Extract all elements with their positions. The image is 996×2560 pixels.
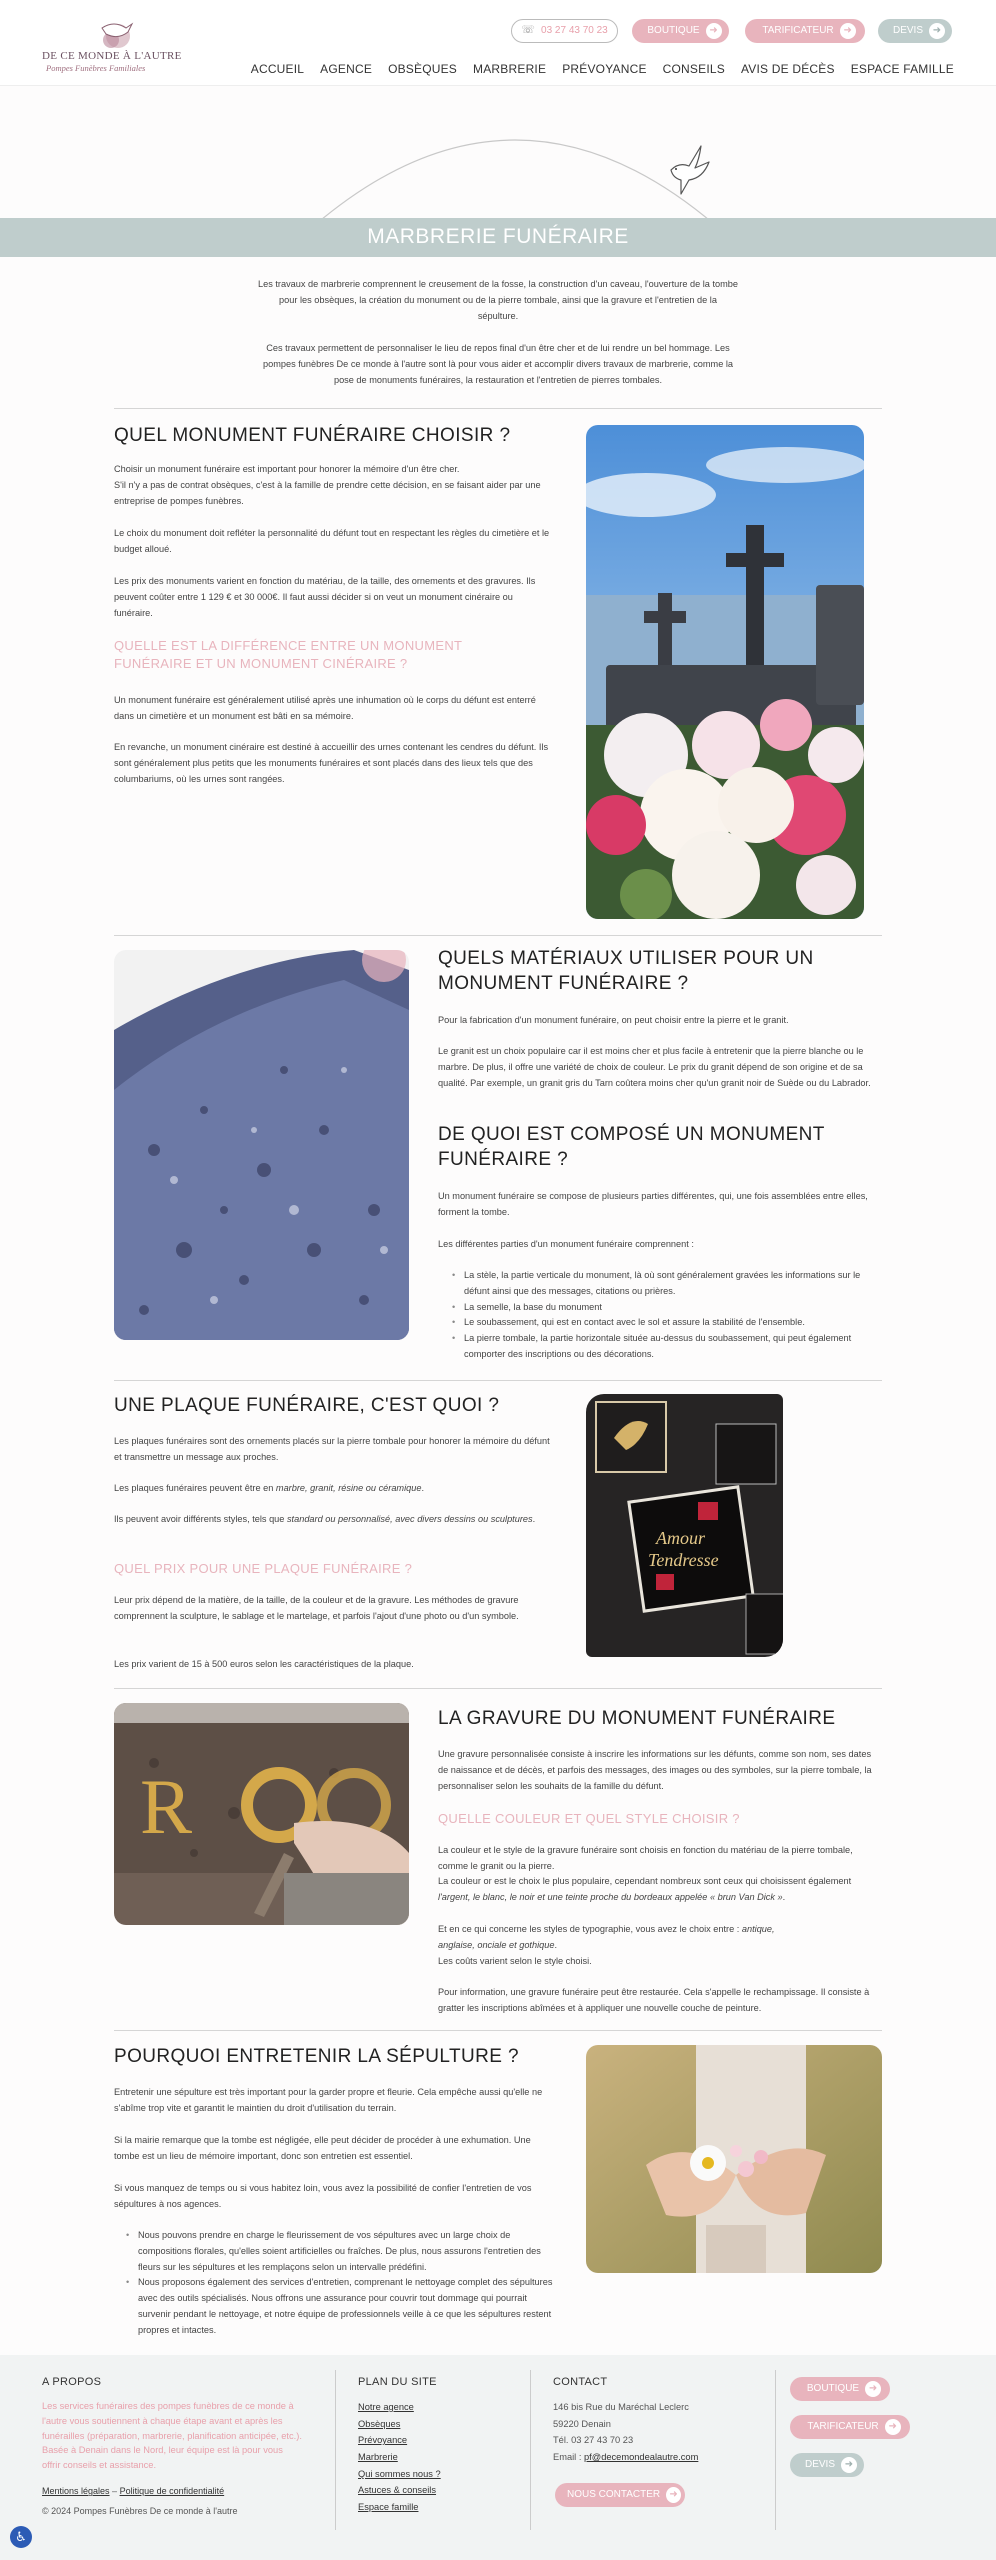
- boutique-button[interactable]: [632, 19, 729, 43]
- contact-button-label: NOUS CONTACTER: [567, 2489, 661, 2501]
- arrow-right-icon: ➜: [929, 23, 945, 39]
- s2-paragraph-2: Le granit est un choix populaire car il est moins cher et plus facile à entretenir que la pierre blanche ou le marbre. De plus, il offre une variété de choix de couleur. Le prix du granit dépend de son origine et de sa qualité. Par exemple, un granit gris du Tarn coûtera moins cher qu'un granit noir de Suède ou du Labrador.: [438, 1046, 871, 1088]
- arrow-right-icon: ➜: [840, 23, 856, 39]
- section-title-materiaux: QUELS MATÉRIAUX UTILISER POUR UN MONUMENT FUNÉRAIRE ?: [438, 948, 814, 994]
- section-title-entretien: POURQUOI ENTRETENIR LA SÉPULTURE ?: [114, 2046, 519, 2067]
- sitemap-link[interactable]: Astuces & conseils: [358, 2485, 437, 2496]
- list-item: • La pierre tombale, la partie horizontale située au-dessus du soubassement, qui peut également comporter des inscriptions ou des décorations.: [452, 1331, 877, 1363]
- section-title-monument: QUEL MONUMENT FUNÉRAIRE CHOISIR ?: [114, 425, 511, 446]
- logo-dove-flower-icon: [82, 18, 146, 52]
- address-line-1: 146 bis Rue du Maréchal Leclerc: [553, 2401, 689, 2412]
- footer-sitemap: [358, 2373, 518, 2516]
- phone-text[interactable]: Tél. 03 27 43 70 23: [553, 2435, 634, 2446]
- s4-paragraph-5: Les coûts varient selon le style choisi.: [438, 1956, 592, 1966]
- nav-item-espace-famille[interactable]: ESPACE FAMILLE: [850, 62, 954, 76]
- site-logo[interactable]: [42, 18, 187, 76]
- hands-flowers-image: [586, 2045, 882, 2273]
- divider: [114, 1688, 882, 1689]
- list-item: • Nous proposons également des services d'entretien, comprenant le nettoyage complet des sépultures avec des outils spécialisés. Nous offrons une assurance pour couvrir tout dommage qui pourrait survenir pendant le nettoyage, et notre équipe de professionnels veille à ce que les sépultures restent propres et intactes.: [126, 2275, 556, 2338]
- nav-item-conseils[interactable]: CONSEILS: [662, 62, 725, 76]
- sitemap-link[interactable]: Prévoyance: [358, 2435, 408, 2446]
- s3-paragraph-4: Leur prix dépend de la matière, de la taille, de la couleur et de la gravure. Les méthodes de gravure comprennent la sculpture, le sablage et le martelage, et parfois l'ajout d'une photo ou d'un symbole.: [114, 1595, 519, 1621]
- list-item: • La semelle, la base du monument: [452, 1300, 877, 1316]
- footer-contact-title: CONTACT: [553, 2376, 608, 2388]
- s2-paragraph-3: Un monument funéraire se compose de plusieurs parties différentes, qui, une fois assemblées entre elles, forment la tombe.: [438, 1191, 868, 1217]
- arrow-right-icon: ➜: [666, 2487, 681, 2503]
- s3-paragraph-3: Ils peuvent avoir différents styles, tels que standard ou personnalisé, avec divers dessins ou sculptures.: [114, 1514, 536, 1524]
- svg-text:R: R: [140, 1763, 193, 1850]
- nav-item-agence[interactable]: AGENCE: [320, 62, 373, 76]
- s1-paragraph-5: En revanche, un monument cinéraire est destiné à accueillir des urnes contenant les cendres du défunt. Ils sont généralement plus petits que les monuments funéraires et sont placés dans des lieux tels que des columbariums, où les urnes sont rangées.: [114, 742, 549, 784]
- page-title: MARBRERIE FUNÉRAIRE: [367, 225, 629, 249]
- sitemap-link[interactable]: Obsèques: [358, 2418, 401, 2429]
- boutique-label: BOUTIQUE: [647, 25, 700, 37]
- s1-paragraph-4: Un monument funéraire est généralement utilisé après une inhumation où le corps du défunt est enterré dans un cimetière et un monument est bâti en sa mémoire.: [114, 695, 536, 721]
- granite-stone-image: [114, 950, 409, 1340]
- phone-number: 03 27 43 70 23: [541, 25, 608, 37]
- s3-paragraph-1: Les plaques funéraires sont des ornements placés sur la pierre tombale pour honorer la mémoire du défunt et transmettre un message aux proches.: [114, 1436, 550, 1462]
- s1-paragraph-2: Le choix du monument doit refléter la personnalité du défunt tout en respectant les règles du cimetière et le budget alloué.: [114, 528, 550, 554]
- site-footer: [0, 2355, 996, 2560]
- list-item: • La stèle, la partie verticale du monument, là où sont généralement gravées les informations sur le défunt ainsi que des messages, citations ou prières.: [452, 1268, 877, 1300]
- s1-subtitle: QUELLE EST LA DIFFÉRENCE ENTRE UN MONUMENT FUNÉRAIRE ET UN MONUMENT CINÉRAIRE ?: [114, 638, 463, 672]
- s5-paragraph-2: Si la mairie remarque que la tombe est négligée, elle peut décider de procéder à une exhumation. Une tombe est un lieu de mémoire important, donc son entretien est essentiel.: [114, 2135, 531, 2161]
- accessibility-icon[interactable]: ♿: [10, 2526, 32, 2548]
- s5-paragraph-1: Entretenir une sépulture est très important pour la garder propre et fleurie. Cela empêche aussi qu'elle ne s'abîme trop vite et garantit le maintien du droit d'utilisation du terrain.: [114, 2087, 543, 2113]
- nav-item-marbrerie[interactable]: MARBRERIE: [473, 62, 547, 76]
- s4-paragraph-6: Pour information, une gravure funéraire peut être restaurée. Cela s'appelle le rechampissage. Il consiste à gratter les inscriptions abîmées et à appliquer une nouvelle couche de peinture.: [438, 1987, 870, 2013]
- logo-name: DE CE MONDE À L'AUTRE: [42, 50, 182, 62]
- footer-contact: [553, 2373, 753, 2466]
- site-header: [0, 0, 996, 86]
- footer-divider: [775, 2370, 776, 2530]
- sitemap-link[interactable]: Qui sommes nous ?: [358, 2468, 441, 2479]
- devis-label: DEVIS: [892, 25, 923, 37]
- sitemap-link[interactable]: Marbrerie: [358, 2452, 398, 2462]
- footer-about-text: Les services funéraires des pompes funèbres de ce monde à l'autre vous soutiennent à chaque étape avant et après les funérailles (préparation, marbrerie, planification anticipée, etc.). Basée à Denain dans le Nord, leur équipe est là pour vous offrir conseils et assistance.: [42, 2400, 302, 2471]
- footer-link-separator: –: [109, 2486, 120, 2497]
- footer-divider: [335, 2370, 336, 2530]
- footer-boutique-button[interactable]: [790, 2377, 890, 2401]
- email-line: Email : pf@decemondealautre.com: [553, 2452, 699, 2462]
- plaque-text-tendresse: Tendresse: [648, 1550, 719, 1570]
- s3-paragraph-2: Les plaques funéraires peuvent être en marbre, granit, résine ou céramique.: [114, 1483, 425, 1493]
- sitemap-link[interactable]: Notre agence: [358, 2401, 414, 2412]
- tarificateur-label: TARIFICATEUR: [807, 2421, 879, 2433]
- devis-button[interactable]: [878, 19, 952, 43]
- email-link[interactable]: pf@decemondealautre.com: [584, 2452, 699, 2462]
- arrow-right-icon: ➜: [885, 2419, 901, 2435]
- footer-about-title: A PROPOS: [42, 2376, 102, 2388]
- devis-label: DEVIS: [804, 2459, 835, 2471]
- main-nav: [251, 60, 954, 79]
- engraving-image: [114, 1703, 409, 1925]
- s4-paragraph-2: La couleur et le style de la gravure funéraire sont choisis en fonction du matériau de la pierre tombale, comme le granit ou la pierre.: [438, 1845, 853, 1871]
- section-title-plaque: UNE PLAQUE FUNÉRAIRE, C'EST QUOI ?: [114, 1395, 500, 1416]
- arrow-right-icon: ➜: [706, 23, 722, 39]
- section-title-gravure: LA GRAVURE DU MONUMENT FUNÉRAIRE: [438, 1708, 836, 1729]
- s2-paragraph-1: Pour la fabrication d'un monument funéraire, on peut choisir entre la pierre et le granit.: [438, 1015, 789, 1025]
- tarificateur-button[interactable]: [745, 19, 865, 43]
- page-title-band: [0, 218, 996, 257]
- nav-item-accueil[interactable]: ACCUEIL: [250, 62, 305, 76]
- legal-link[interactable]: Mentions légales: [42, 2486, 110, 2497]
- footer-divider: [530, 2370, 531, 2530]
- phone-button[interactable]: [511, 19, 618, 43]
- s1-paragraph-1: Choisir un monument funéraire est important pour honorer la mémoire d'un être cher.: [114, 464, 460, 474]
- phone-icon: ☏: [521, 24, 536, 37]
- s1-paragraph-3: Les prix des monuments varient en fonction du matériau, de la taille, des ornements et des gravures. Ils peuvent coûter entre 1 129 € et 30 000€. Il faut aussi décider si on veut un monument cinéraire ou funéraire.: [114, 576, 536, 618]
- s4-paragraph-3: La couleur or est le choix le plus populaire, cependant nombreux sont ceux qui choisissent également l'argent, le blanc, le noir et une teinte proche du bordeaux appelée « brun Van Dick ».: [438, 1876, 852, 1902]
- copyright: © 2024 Pompes Funèbres De ce monde à l'autre: [42, 2506, 238, 2517]
- arrow-right-icon: ➜: [865, 2381, 881, 2397]
- footer-sitemap-title: PLAN DU SITE: [358, 2376, 437, 2388]
- divider: [114, 408, 882, 409]
- sitemap-link[interactable]: Espace famille: [358, 2502, 419, 2513]
- s3-paragraph-5: Les prix varient de 15 à 500 euros selon les caractéristiques de la plaque.: [114, 1659, 414, 1669]
- s2-parts-list: [452, 1268, 877, 1363]
- privacy-link[interactable]: Politique de confidentialité: [119, 2486, 225, 2497]
- nav-item-prevoyance[interactable]: PRÉVOYANCE: [562, 62, 647, 76]
- arrow-right-icon: ➜: [841, 2457, 857, 2473]
- footer-tarificateur-button[interactable]: [790, 2415, 910, 2439]
- address-line-2: 59220 Denain: [553, 2418, 611, 2429]
- s1-paragraph-1b: S'il n'y a pas de contrat obsèques, c'est à la famille de prendre cette décision, en se faisant aider par une entreprise de pompes funèbres.: [114, 480, 541, 506]
- nav-item-avis-de-deces[interactable]: AVIS DE DÉCÈS: [740, 62, 835, 76]
- cemetery-flowers-image: [586, 425, 864, 919]
- nav-item-obseques[interactable]: OBSÈQUES: [388, 62, 458, 76]
- s2-paragraph-4: Les différentes parties d'un monument funéraire comprennent :: [438, 1239, 694, 1249]
- footer-about: [42, 2373, 302, 2520]
- intro-paragraph-2: Ces travaux permettent de personnaliser le lieu de repos final d'un être cher et de lui rendre un bel hommage. Les pompes funèbres De ce monde à l'autre sont là pour vous aider et accomplir divers travaux de marbrerie, comme la pose de monuments funéraires, la restauration et l'entretien de pierres tombales.: [262, 343, 734, 386]
- s3-subtitle: QUEL PRIX POUR UNE PLAQUE FUNÉRAIRE ?: [114, 1561, 413, 1576]
- footer-devis-button[interactable]: [790, 2453, 864, 2477]
- tarificateur-label: TARIFICATEUR: [762, 25, 834, 37]
- s4-paragraph-1: Une gravure personnalisée consiste à inscrire les informations sur les défunts, comme son nom, ses dates de naissance et de décès, et parfois des messages, des images ou des symboles, sur la pierre tombale, la personnaliser selon les souhaits de la famille du défunt.: [438, 1749, 872, 1791]
- section-title-composition: DE QUOI EST COMPOSÉ UN MONUMENT FUNÉRAIRE ?: [438, 1124, 825, 1170]
- list-item: • Nous pouvons prendre en charge le fleurissement de vos sépultures avec un large choix de compositions florales, qu'elles soient artificielles ou fraîches. De plus, nous assurons l'entretien des fleurs sur les sépultures et les remplaçons selon un intervalle prédéfini.: [126, 2228, 556, 2275]
- list-item: • Le soubassement, qui est en contact avec le sol et assure la stabilité de l'ensemble.: [452, 1315, 877, 1331]
- s5-services-list: [126, 2228, 556, 2339]
- plaque-text-amour: Amour: [656, 1528, 705, 1548]
- s5-paragraph-3: Si vous manquez de temps ou si vous habitez loin, vous avez la possibilité de confier l'entretien de vos sépultures à nos agences.: [114, 2183, 532, 2209]
- s4-subtitle: QUELLE COULEUR ET QUEL STYLE CHOISIR ?: [438, 1811, 740, 1826]
- contact-button[interactable]: [555, 2483, 685, 2507]
- s4-paragraph-4: Et en ce qui concerne les styles de typographie, vous avez le choix entre : antique, anglaise, onciale et gothique.: [438, 1924, 775, 1950]
- dove-icon: [665, 140, 713, 198]
- intro-paragraph-1: Les travaux de marbrerie comprennent le creusement de la fosse, la construction d'un caveau, l'ouverture de la tombe pour les obsèques, la création du monument ou de la pierre tombale, ainsi que la gravure et l'entretien de la sépulture.: [258, 279, 738, 322]
- funeral-plaques-image: [586, 1394, 783, 1657]
- logo-tagline: Pompes Funèbres Familiales: [46, 63, 146, 73]
- divider: [114, 935, 882, 936]
- divider: [114, 2030, 882, 2031]
- divider: [114, 1380, 882, 1381]
- boutique-label: BOUTIQUE: [806, 2383, 860, 2395]
